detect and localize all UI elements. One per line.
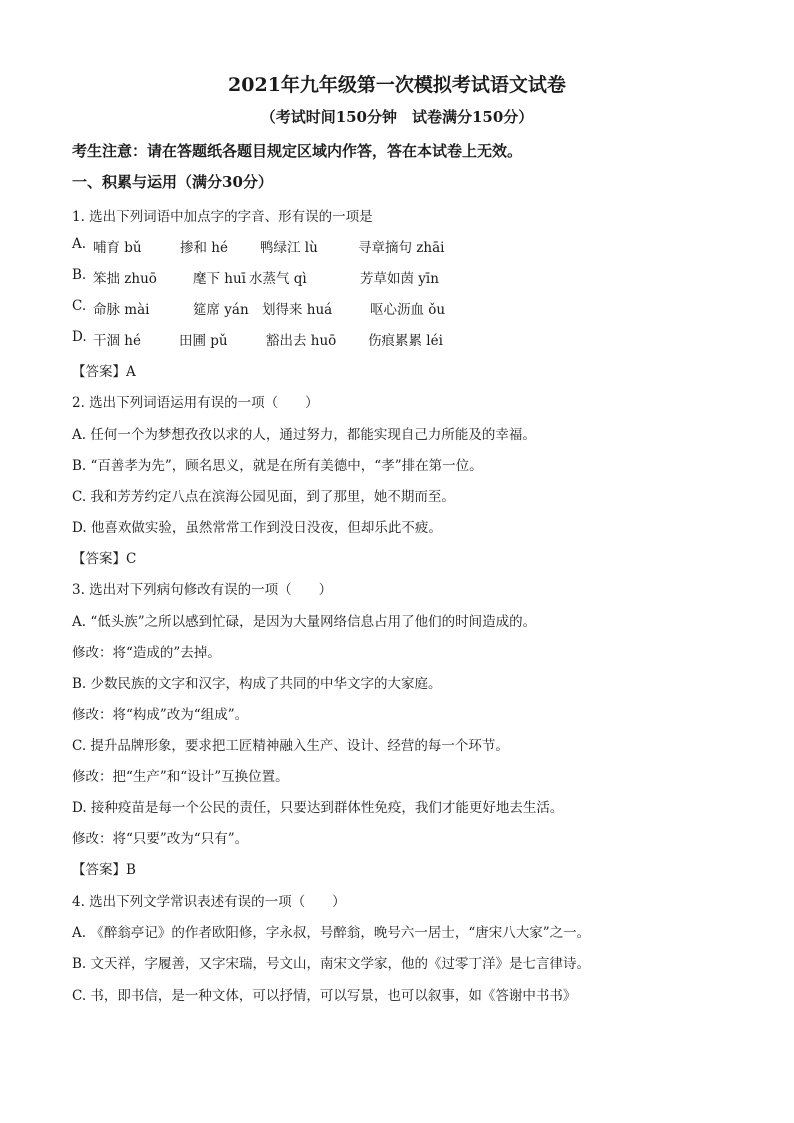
q1-row-label: A. xyxy=(72,236,87,252)
exam-notice: 考生注意：请在答题纸各题目规定区域内作答，答在本试卷上无效。 xyxy=(72,142,523,160)
q3-option-a: A. “低头族”之所以感到忙碌，是因为大量网络信息占用了他们的时间造成的。 xyxy=(72,614,537,630)
q3-fix-b: 修改：将“构成”改为“组成”。 xyxy=(72,707,249,723)
q1-answer: 【答案】A xyxy=(72,364,136,380)
q1-option-item: 水蒸气 qì xyxy=(249,271,307,287)
q1-row-label: C. xyxy=(72,298,87,314)
q3-option-d: D. 接种疫苗是每一个公民的责任，只要达到群体性免疫，我们才能更好地去生活。 xyxy=(72,800,564,816)
q1-option-item: 筵席 yán xyxy=(193,302,249,318)
q1-option-item: 掺和 hé xyxy=(180,240,228,256)
q4-option-b: B. 文天祥，字履善，又字宋瑞，号文山，南宋文学家，他的《过零丁洋》是七言律诗。 xyxy=(72,956,591,972)
q2-option-a: A. 任何一个为梦想孜孜以求的人，通过努力，都能实现自己力所能及的幸福。 xyxy=(72,427,536,443)
q4-stem: 4. 选出下列文学常识表述有误的一项（ ） xyxy=(72,894,346,910)
q3-fix-d: 修改：将“只要”改为“只有”。 xyxy=(72,831,249,847)
q1-option-item: 芳草如茵 yīn xyxy=(360,271,439,287)
exam-subtitle: （考试时间150分钟 试卷满分150分） xyxy=(260,108,534,126)
q1-option-item: 划得来 huá xyxy=(262,302,333,318)
q1-option-item: 呕心沥血 ǒu xyxy=(370,302,446,318)
q1-option-item: 鸭绿江 lù xyxy=(260,240,318,256)
q2-stem: 2. 选出下列词语运用有误的一项（ ） xyxy=(72,395,319,411)
q4-option-c: C. 书，即书信，是一种文体，可以抒情，可以写景，也可以叙事，如《答谢中书书》 xyxy=(72,988,577,1004)
q1-option-item: 干涸 hé xyxy=(93,333,141,349)
q2-option-c: C. 我和芳芳约定八点在滨海公园见面，到了那里，她不期而至。 xyxy=(72,489,455,505)
q3-answer: 【答案】B xyxy=(72,862,136,878)
q1-option-item: 命脉 mài xyxy=(93,302,150,318)
q1-option-item: 田圃 pǔ xyxy=(179,333,228,349)
q1-row-label: D. xyxy=(72,329,87,345)
q1-option-item: 麾下 huī xyxy=(193,271,246,287)
q1-stem: 1. 选出下列词语中加点字的字音、形有误的一项是 xyxy=(72,209,373,225)
q3-stem: 3. 选出对下列病句修改有误的一项（ ） xyxy=(72,582,333,598)
q4-option-a: A. 《醉翁亭记》的作者欧阳修，字永叔，号醉翁，晚号六一居士，“唐宋八大家”之一。 xyxy=(72,925,591,941)
q1-option-item: 寻章摘句 zhāi xyxy=(358,240,445,256)
q2-option-b: B. “百善孝为先”，顾名思义，就是在所有美德中，“孝”排在第一位。 xyxy=(72,458,483,474)
q1-option-item: 豁出去 huō xyxy=(266,333,337,349)
section-heading: 一、积累与运用（满分30分） xyxy=(72,173,273,191)
q1-row-label: B. xyxy=(72,267,87,283)
exam-title: 2021年九年级第一次模拟考试语文试卷 xyxy=(228,74,566,96)
q2-answer: 【答案】C xyxy=(72,551,137,567)
q3-fix-c: 修改：把“生产”和“设计”互换位置。 xyxy=(72,769,289,785)
q1-option-item: 笨拙 zhuō xyxy=(93,271,157,287)
q1-option-item: 哺育 bǔ xyxy=(93,240,142,256)
q3-option-c: C. 提升品牌形象，要求把工匠精神融入生产、设计、经营的每一个环节。 xyxy=(72,738,509,754)
q1-option-item: 伤痕累累 léi xyxy=(368,333,443,349)
q3-fix-a: 修改：将“造成的”去掉。 xyxy=(72,645,221,661)
q3-option-b: B. 少数民族的文字和汉字，构成了共同的中华文字的大家庭。 xyxy=(72,676,442,692)
q2-option-d: D. 他喜欢做实验，虽然常常工作到没日没夜，但却乐此不疲。 xyxy=(72,520,442,536)
